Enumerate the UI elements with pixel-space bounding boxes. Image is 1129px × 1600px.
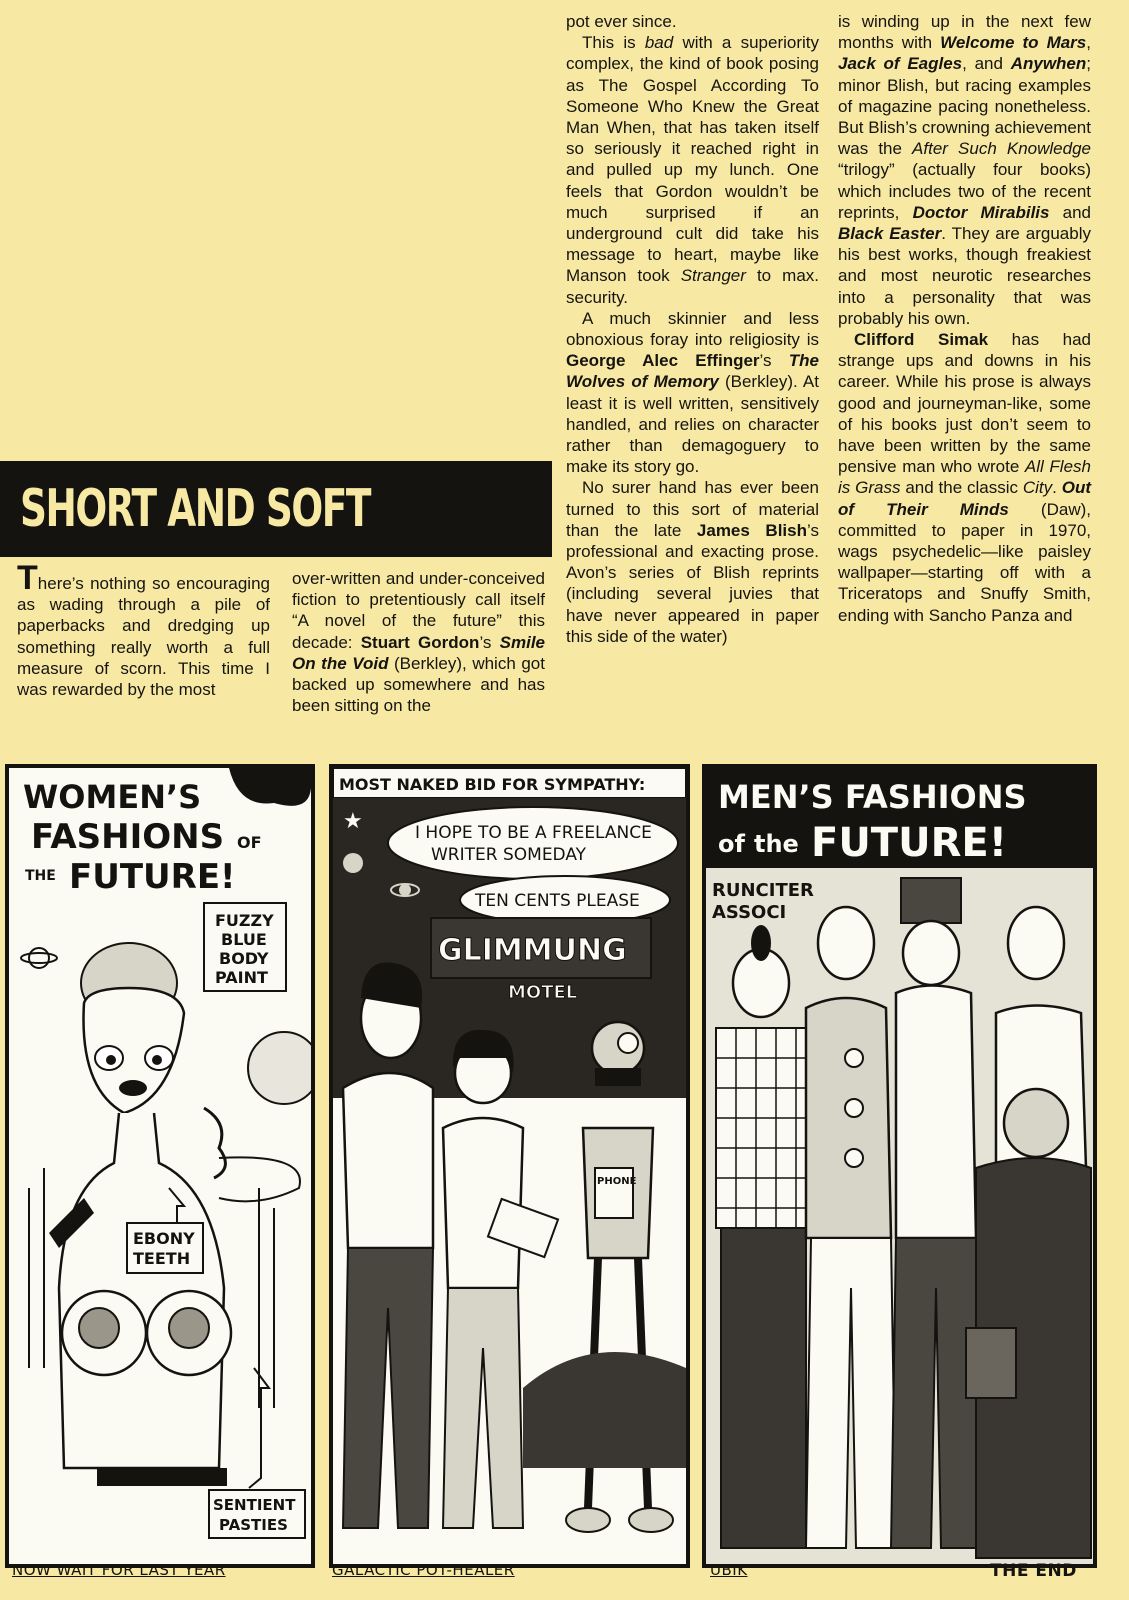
paragraph: A much skinnier and less obnoxious foray into religiosity is George Alec Effinger’s The Wolves of Memory (Berkley). At least it is well written, sensitively handled, and relies on character rather than demagoguery to make its story go. bbox=[566, 308, 819, 477]
belt bbox=[97, 1468, 227, 1486]
paragraph: over-written and under-conceived fiction to pretentiously call itself “A novel of the future” this decade: Stuart Gordon’s Smile On the Void (Berkley), which got backed up somewhere and has been sitting on the bbox=[292, 569, 545, 716]
paragraph: is winding up in the next few months with Welcome to Mars, Jack of Eagles, and Anywhen; minor Blish, but racing examples of magazine pacing nonetheless. But Blish’s crowning achievement was the After Such Knowledge “trilogy” (actually four books) which includes two of the recent reprints, Doctor Mirabilis and Black Easter. They are arguably his best works, though freakiest and most neurotic researches into a personality that was probably his own. bbox=[838, 12, 1092, 328]
text-column-4 bbox=[838, 11, 1091, 626]
robot-phone-label: PHONE bbox=[597, 1176, 637, 1187]
end-mark: THE END bbox=[990, 1561, 1077, 1581]
panel-title-line3: FUTURE! bbox=[69, 857, 236, 897]
book-held bbox=[966, 1328, 1016, 1398]
paragraph: No surer hand has ever been turned to this sort of material than the late James Blish’s professional and exacting prose. Avon’s series of Blish reprints (including several juvies that have never appeared in paper this side of the water) bbox=[566, 478, 819, 646]
author-name: Clifford Simak bbox=[854, 330, 989, 350]
svg-text:MOTEL: MOTEL bbox=[508, 982, 578, 1003]
earring bbox=[204, 1108, 225, 1178]
comic-panel-womens-fashions bbox=[5, 764, 315, 1568]
speech-balloon-1 bbox=[388, 807, 678, 879]
svg-text:GLIMMUNG: GLIMMUNG bbox=[438, 933, 627, 968]
figure-3-head bbox=[903, 921, 959, 985]
panel-title-line2: FUTURE! bbox=[811, 820, 1007, 866]
woman-pants bbox=[443, 1288, 523, 1528]
panel-title-line1: MEN’S FASHIONS bbox=[718, 778, 1027, 816]
label-sentient-pasties: SENTIENT bbox=[213, 1496, 296, 1514]
panel-title-line2: FASHIONS bbox=[31, 817, 225, 857]
text-column-3 bbox=[566, 11, 819, 647]
man-shirt bbox=[343, 1073, 433, 1248]
book-title: Smile On the Void bbox=[292, 632, 545, 673]
svg-text:I HOPE TO BE A FREELANCE: I HOPE TO BE A FREELANCE bbox=[415, 823, 652, 843]
book-title: Anywhen bbox=[1010, 54, 1087, 74]
cloud-shape bbox=[229, 768, 311, 806]
svg-text:PAINT: PAINT bbox=[215, 968, 268, 987]
ebony-teeth-mouth bbox=[119, 1080, 147, 1096]
caption-now-wait: NOW WAIT FOR LAST YEAR bbox=[12, 1561, 226, 1579]
figure-3-cap bbox=[901, 878, 961, 923]
book-title: Black Easter bbox=[838, 224, 942, 244]
pastie-left bbox=[79, 1308, 119, 1348]
headline-text: SHORT AND SOFT bbox=[20, 479, 371, 539]
figure-4-head bbox=[1008, 907, 1064, 979]
figure-1-pants bbox=[721, 1228, 806, 1548]
text-column-2 bbox=[292, 568, 545, 716]
figure-2-shirt bbox=[806, 998, 891, 1238]
svg-text:BLUE: BLUE bbox=[221, 930, 267, 949]
svg-text:of: of bbox=[718, 830, 745, 858]
svg-text:ASSOCI: ASSOCI bbox=[712, 902, 787, 923]
svg-text:BODY: BODY bbox=[219, 949, 269, 968]
panel-3-illustration bbox=[706, 768, 1093, 1564]
panel-header: MOST NAKED BID FOR SYMPATHY: bbox=[339, 775, 646, 794]
figure-3-shirt bbox=[896, 986, 976, 1239]
author-name: Stuart Gordon bbox=[360, 632, 480, 652]
label-fuzzy-blue: FUZZY bbox=[215, 911, 274, 930]
svg-text:TEETH: TEETH bbox=[133, 1249, 191, 1268]
caption-ubik: UBIK bbox=[710, 1561, 748, 1579]
paragraph: This is bad with a superiority complex, the kind of book posing as The Gospel According To Someone Who Knew the Great Man When, that has taken itself so seriously it reached right in and pulled up my lunch. One feels that Gordon wouldn’t be much surprised if an underground cult did take his message to heart, maybe like Manson took Stranger to max. security. bbox=[566, 33, 820, 307]
comic-panel-naked-bid bbox=[329, 764, 690, 1568]
book-title: Out of Their Minds bbox=[838, 478, 1091, 519]
car-background bbox=[523, 1352, 686, 1468]
paragraph: There’s nothing so encouraging as wading through a pile of paperbacks and dredging up something really worth a full measure of scorn. This time I was rewarded by the most bbox=[17, 559, 270, 700]
svg-text:TEN CENTS PLEASE: TEN CENTS PLEASE bbox=[475, 891, 640, 911]
moon-icon bbox=[248, 1032, 311, 1104]
svg-text:WRITER SOMEDAY: WRITER SOMEDAY bbox=[431, 845, 587, 865]
planet-icon bbox=[343, 853, 363, 873]
drop-cap: T bbox=[17, 559, 38, 597]
svg-text:PASTIES: PASTIES bbox=[219, 1516, 288, 1534]
label-ebony-teeth: EBONY bbox=[133, 1229, 195, 1248]
book-title: Jack of Eagles bbox=[838, 54, 963, 74]
figure-2-head bbox=[818, 907, 874, 979]
paragraph: Clifford Simak has had strange ups and downs in his career. While his prose is always good and journeyman-like, some of his books just don’t seem to have been written by the same pensive man who wrote All Flesh is Grass and the classic City. Out of Their Minds (Daw), committed to paper in 1970, wags psychedelic—like paisley wallpaper—starting off with a Triceratops and Snuffy Smith, ending with Sancho Panza and bbox=[838, 330, 1091, 625]
comic-panel-mens-fashions bbox=[702, 764, 1097, 1568]
old-man-head bbox=[1004, 1089, 1068, 1157]
panel-1-illustration bbox=[9, 768, 311, 1564]
runciter-sign: RUNCITER bbox=[712, 880, 814, 901]
text-column-1 bbox=[17, 559, 270, 700]
caption-galactic-pot-healer: GALACTIC POT-HEALER bbox=[332, 1561, 515, 1579]
paragraph: pot ever since. bbox=[566, 12, 677, 31]
svg-text:THE: THE bbox=[25, 868, 56, 884]
man-pants bbox=[343, 1248, 433, 1528]
panel-2-illustration bbox=[333, 768, 686, 1564]
book-title: Welcome to Mars bbox=[940, 33, 1087, 53]
author-name: James Blish bbox=[696, 520, 807, 540]
svg-text:OF: OF bbox=[237, 833, 262, 852]
author-name: George Alec Effinger bbox=[566, 351, 760, 371]
book-title: The Wolves of Memory bbox=[566, 351, 819, 392]
panel-title-line1: WOMEN’S bbox=[23, 778, 202, 816]
woman-body bbox=[59, 1113, 224, 1468]
article-headline bbox=[0, 461, 552, 557]
svg-text:the: the bbox=[754, 830, 799, 858]
book-title: Doctor Mirabilis bbox=[912, 202, 1050, 222]
planet-icon bbox=[29, 948, 49, 968]
star-icon: ★ bbox=[343, 809, 363, 834]
pastie-right bbox=[169, 1308, 209, 1348]
